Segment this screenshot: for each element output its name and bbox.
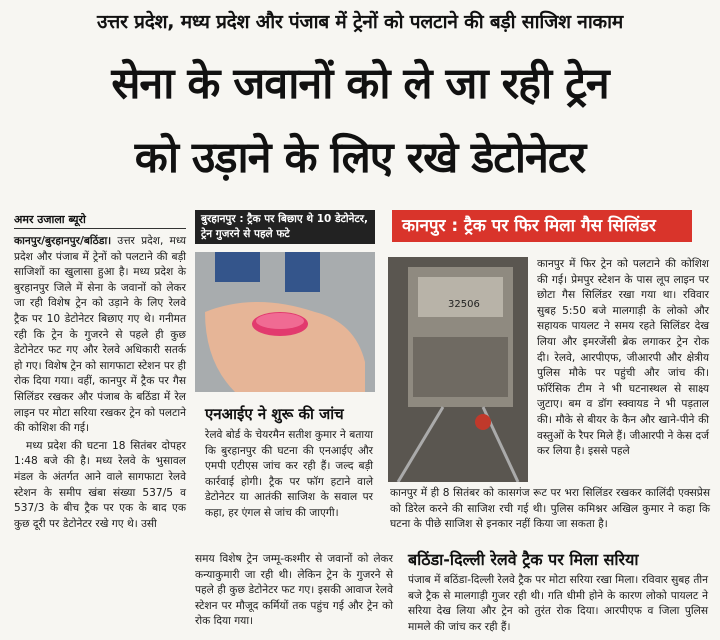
train-photo xyxy=(388,257,528,482)
bathinda-story-text: पंजाब में बठिंडा-दिल्ली रेलवे ट्रैक पर मोटा सरिया रखा मिला। रविवार सुबह तीन बजे ट्रैक से मालगाड़ी गुजर रही थी। गति धीमी होने के कारण लोको पायलट ने सरिया देख लिया और ट्रेन को तुरंत रोक दिया। आरपीएफ व जिला पुलिस मामले की जांच कर रही हैं। xyxy=(408,574,708,633)
bathinda-heading: बठिंडा-दिल्ली रेलवे ट्रैक पर मिला सरिया xyxy=(408,550,639,569)
kanpur-banner: कानपुर : ट्रैक पर फिर मिला गैस सिलिंडर xyxy=(392,210,692,242)
detonator-photo xyxy=(195,252,375,392)
headline-line-2: को उड़ाने के लिए रखे डेटोनेटर xyxy=(134,133,586,183)
kicker-headline: उत्तर प्रदेश, मध्य प्रदेश और पंजाब में ट्रेनों को पलटाने की बड़ी साजिश नाकाम xyxy=(96,11,624,33)
dateline: कानपुर/बुरहानपुर/बठिंडा। xyxy=(14,235,112,247)
train-number: 32506 xyxy=(448,299,480,310)
nia-heading: एनआईए ने शुरू की जांच xyxy=(205,405,344,423)
byline-rule xyxy=(14,228,186,229)
main-story-text-2: मध्य प्रदेश की घटना 18 सितंबर दोपहर 1:48 बजे की है। मध्य रेलवे के भुसावल मंडल के अंतर्गत आने वाले सागफाटा रेलवे स्टेशन के समीप खंबा संख्या 537/5 व 537/3 के बीच ट्रैक पर एक के बाद एक कुछ दूरी पर डेटोनेटर रखे गए थे। उसी xyxy=(14,439,186,530)
nia-story-continued: समय विशेष ट्रेन जम्मू-कश्मीर से जवानों को लेकर कन्याकुमारी जा रही थी। लेकिन ट्रेन के गुजरने से पहले ही कुछ डेटोनेटर फट गए। इसकी आवाज रेलवे स्टेशन पर मौजूद कर्मियों तक पहुंच गई और ट्रेन को रोक दिया गया। xyxy=(195,553,393,628)
byline: अमर उजाला ब्यूरो xyxy=(14,213,86,226)
headline-line-1: सेना के जवानों को ले जा रही ट्रेन xyxy=(111,59,609,109)
kanpur-story-text: कानपुर में फिर ट्रेन को पलटाने की कोशिश की गई। प्रेमपुर स्टेशन के पास लूप लाइन पर छोटा गैस सिलिंडर रखा गया था। रविवार सुबह 5:50 बजे मालगाड़ी के लोको और सहायक पायलट ने समय रहते सिलिंडर देख लिया और इमरजेंसी ब्रेक लगाकर ट्रेन रोक दी। रेलवे, आरपीएफ, जीआरपी और क्षेत्रीय पुलिस मौके पर पहुंची और जांच की। फॉरेंसिक टीम ने भी घटनास्थल से साक्ष्य जुटाए। बम व डॉग स्क्वायड ने भी पड़ताल की। मौके से बीयर के कैन और खाने-पीने की वस्तुओं के रैपर मिले हैं। जीआरपी ने केस दर्ज कर लिया है। इससे पहले xyxy=(537,258,709,458)
main-story-text: उत्तर प्रदेश, मध्य प्रदेश और पंजाब में ट्रेनों को पलटाने की बड़ी साजिशों का खुलासा हुआ है। मध्य प्रदेश के बुरहानपुर जिले में सेना के जवानों को लेकर जा रही विशेष ट्रेन को उड़ाने के लिए रेलवे ट्रैक पर 10 डेटोनेटर बिछाए गए थे। गनीमत रही कि ट्रेन के गुजरने से पहले ही कुछ डेटोनेटर फट गए और रेलवे अधिकारी सतर्क हो गए। विशेष ट्रेन को सागफाटा स्टेशन पर ही रोक दिया गया। वहीं, कानपुर में ट्रैक पर गैस सिलिंडर रखकर और पंजाब के बठिंडा में रेल लाइन पर मोटा सरिया रखकर ट्रेन को पलटाने की कोशिश की गई। xyxy=(14,235,186,435)
nia-story-text: रेलवे बोर्ड के चेयरमैन सतीश कुमार ने बताया कि बुरहानपुर की घटना की एनआईए और एमपी एटीएस जांच कर रही हैं। जल्द बड़ी कार्रवाई होगी। ट्रैक पर फॉग हटाने वाले डेटोनेटर या आतंकी साजिश के सवाल पर कहा, हर एंगल से जांच की जाएगी। xyxy=(205,429,373,519)
kanpur-story-text-2: कानपुर में ही 8 सितंबर को कासगंज रूट पर भरा सिलिंडर रखकर कालिंदी एक्सप्रेस को डिरेल करने की साजिश रची गई थी। पुलिस कमिश्नर अखिल कुमार ने कहा कि घटना के पीछे साजिश से इनकार नहीं किया जा सकता है। xyxy=(390,487,710,531)
photo-caption: बुरहानपुर : ट्रैक पर बिछाए थे 10 डेटोनेटर, ट्रेन गुजरने से पहले फटे xyxy=(195,210,375,244)
main-story-column xyxy=(14,234,186,532)
